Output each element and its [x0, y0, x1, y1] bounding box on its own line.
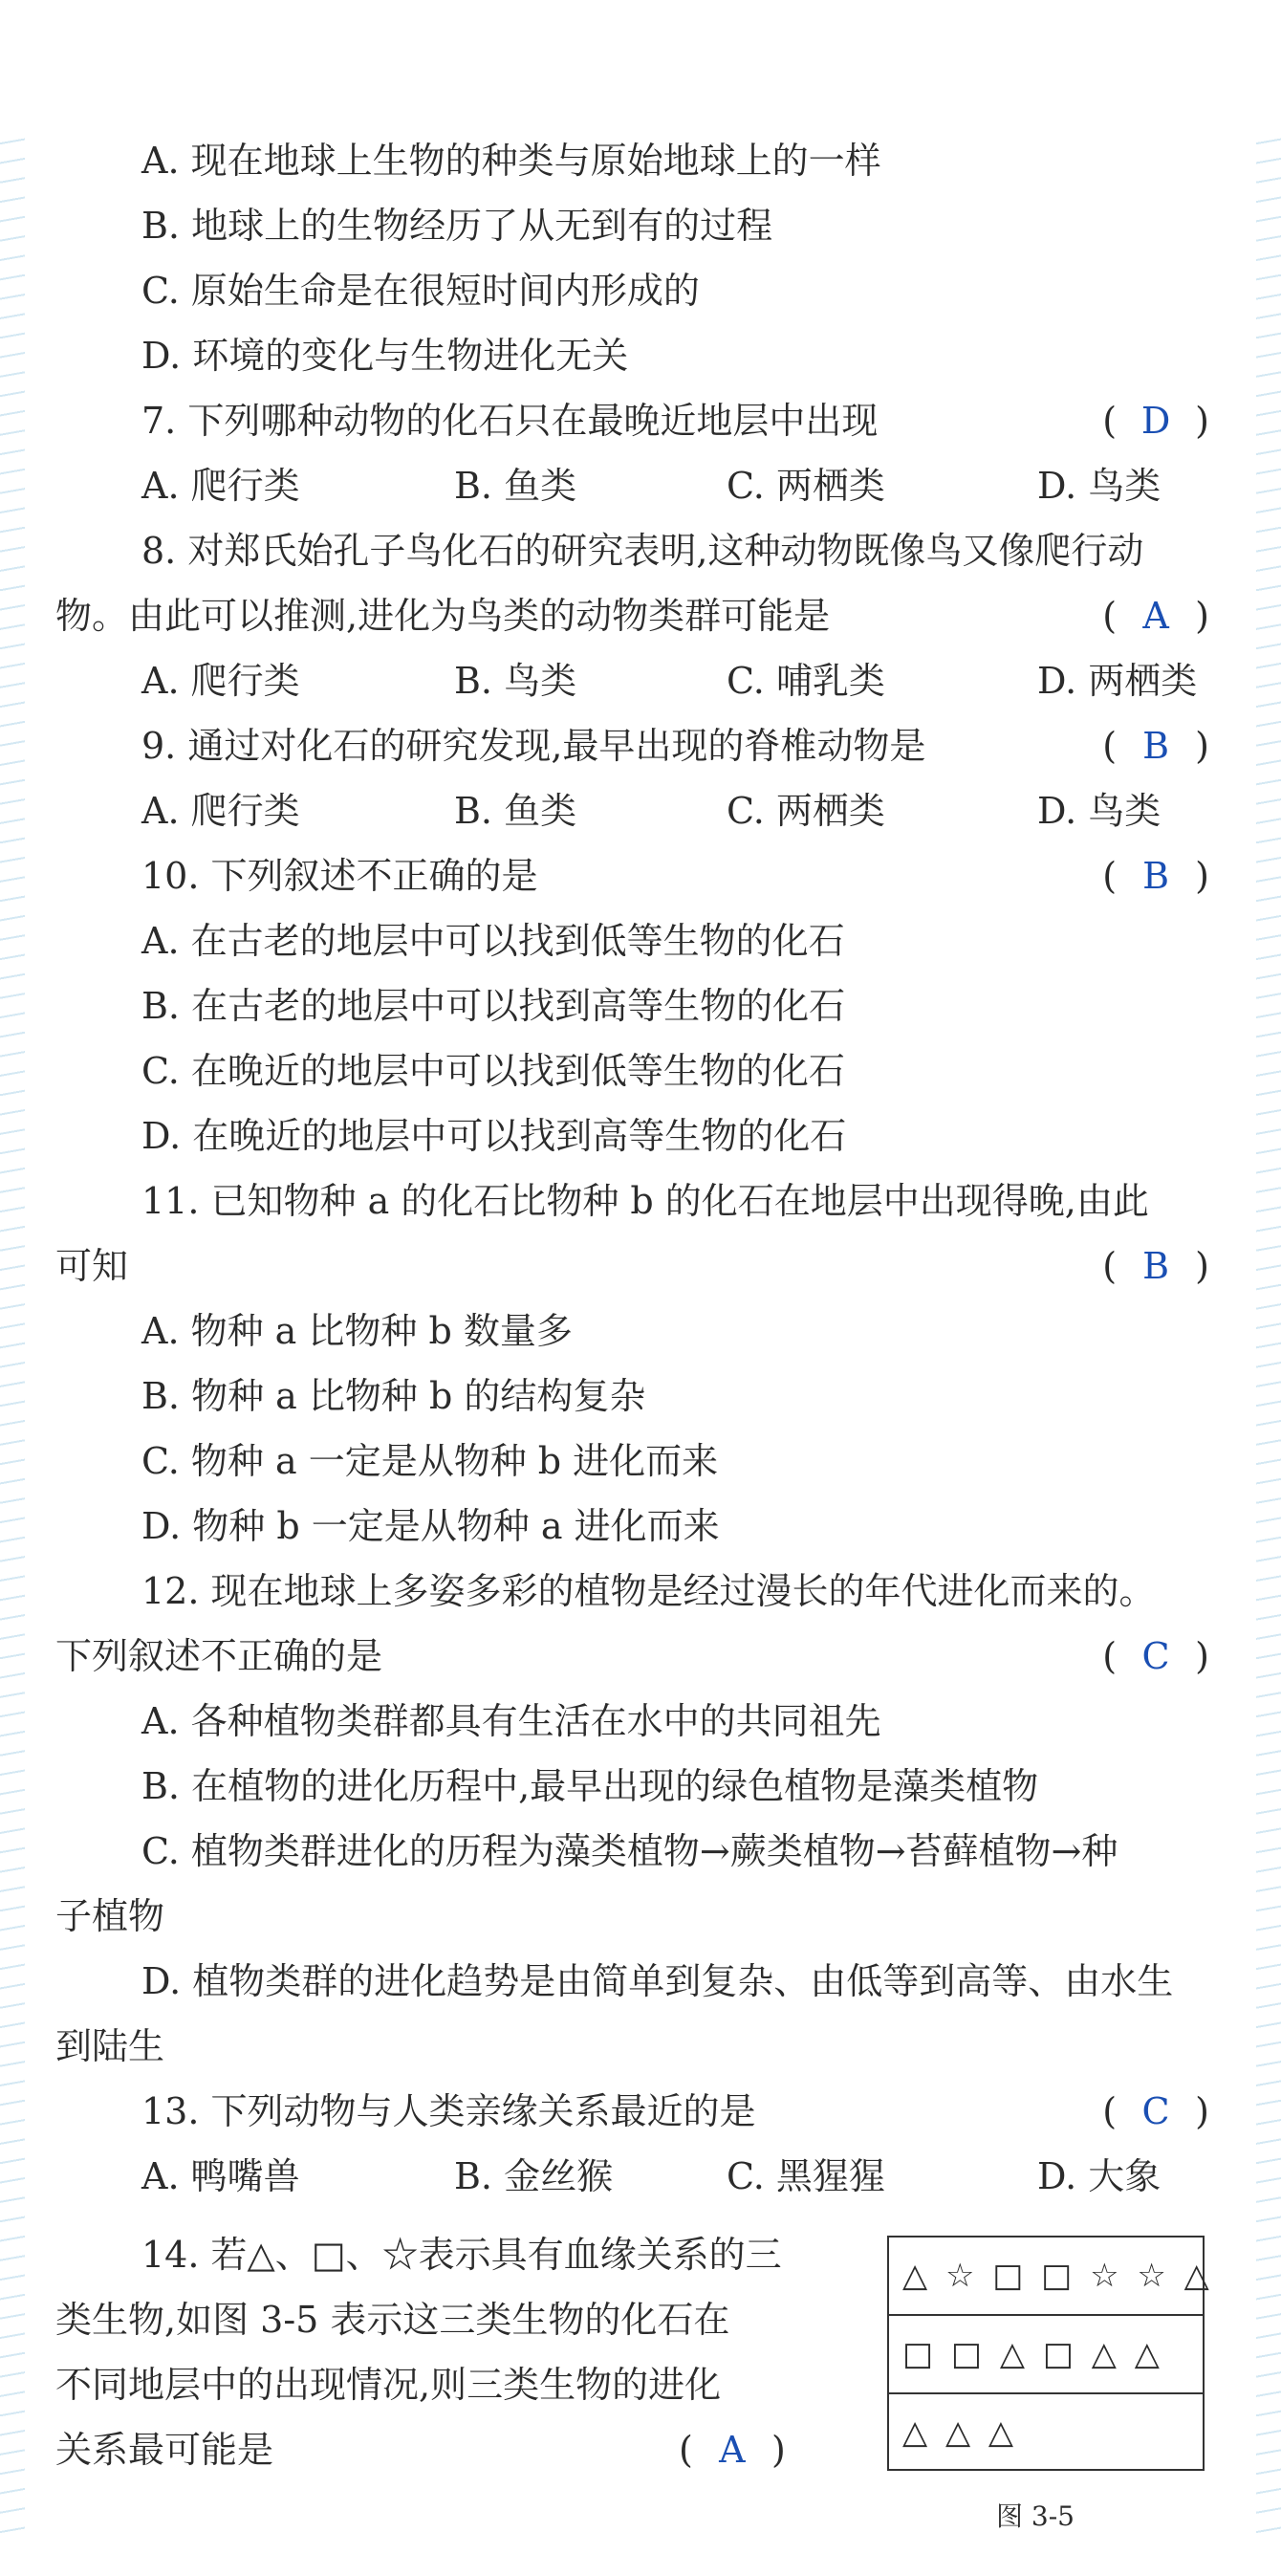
q12-option-c-line2: 子植物 [55, 1895, 165, 1937]
q7-answer-bracket: ( D ) [1102, 396, 1209, 446]
q13-answer: C [1141, 2090, 1170, 2132]
q10-answer: B [1142, 855, 1170, 897]
stratum-row-middle: □ □ △ □ △ △ [889, 2316, 1203, 2394]
q7-answer: D [1140, 400, 1171, 442]
q8-option-c: C. 哺乳类 [727, 660, 885, 702]
q9-question: 9. 通过对化石的研究发现,最早出现的脊椎动物是 [141, 725, 926, 767]
stratum-row-bottom: △ △ △ [902, 2413, 1018, 2452]
decorative-border-left [0, 134, 25, 2538]
q13-option-b: B. 金丝猴 [454, 2155, 614, 2197]
q7-question: 7. 下列哪种动物的化石只在最晚近地层中出现 [141, 400, 879, 442]
q8-answer-bracket: ( A ) [1102, 591, 1209, 641]
q13-option-c: C. 黑猩猩 [727, 2155, 885, 2197]
q8-option-d: D. 两栖类 [1037, 660, 1198, 702]
q6-option-c: C. 原始生命是在很短时间内形成的 [141, 270, 700, 312]
q10-option-d: D. 在晚近的地层中可以找到高等生物的化石 [141, 1115, 847, 1157]
q12-option-a: A. 各种植物类群都具有生活在水中的共同祖先 [141, 1700, 881, 1742]
figure-caption: 图 3-5 [996, 2500, 1075, 2532]
q11-answer: B [1142, 1245, 1170, 1287]
q13-option-d: D. 大象 [1037, 2155, 1162, 2197]
stratum-row-top: △ ☆ □ □ ☆ ☆ △ [889, 2238, 1203, 2316]
q13-answer-bracket: ( C ) [1102, 2086, 1209, 2136]
q12-answer: C [1141, 1635, 1170, 1677]
q10-option-b: B. 在古老的地层中可以找到高等生物的化石 [141, 985, 846, 1027]
q6-option-b: B. 地球上的生物经历了从无到有的过程 [141, 205, 773, 247]
fossil-strata-figure [887, 2236, 1213, 2471]
q14-question-line1: 14. 若△、□、☆表示具有血缘关系的三 [141, 2234, 782, 2276]
q12-option-c-line1: C. 植物类群进化的历程为藻类植物→蕨类植物→苔藓植物→种 [141, 1830, 1118, 1872]
q13-question: 13. 下列动物与人类亲缘关系最近的是 [141, 2090, 756, 2132]
q8-option-a: A. 爬行类 [141, 660, 300, 702]
q11-option-a: A. 物种 a 比物种 b 数量多 [141, 1310, 573, 1352]
q12-option-d-line1: D. 植物类群的进化趋势是由简单到复杂、由低等到高等、由水生 [141, 1960, 1174, 2002]
q9-answer-bracket: ( B ) [1102, 721, 1209, 771]
q14-question-line2: 类生物,如图 3-5 表示这三类生物的化石在 [55, 2299, 730, 2341]
q13-option-a: A. 鸭嘴兽 [141, 2155, 300, 2197]
q10-option-a: A. 在古老的地层中可以找到低等生物的化石 [141, 920, 845, 962]
q8-question-line2: 物。由此可以推测,进化为鸟类的动物类群可能是 [55, 595, 831, 637]
q9-option-a: A. 爬行类 [141, 790, 300, 832]
q11-question-line1: 11. 已知物种 a 的化石比物种 b 的化石在地层中出现得晚,由此 [141, 1180, 1149, 1222]
q8-answer: A [1142, 595, 1169, 637]
q9-option-c: C. 两栖类 [727, 790, 885, 832]
q9-option-d: D. 鸟类 [1037, 790, 1162, 832]
q11-question-line2: 可知 [55, 1245, 129, 1287]
q9-answer: B [1142, 725, 1170, 767]
q7-option-b: B. 鱼类 [454, 465, 577, 507]
q9-option-b: B. 鱼类 [454, 790, 577, 832]
q14-answer-bracket: ( A ) [679, 2425, 786, 2475]
q14-question-line4: 关系最可能是 [55, 2429, 274, 2471]
q7-option-a: A. 爬行类 [141, 465, 300, 507]
q7-option-c: C. 两栖类 [727, 465, 885, 507]
q11-option-d: D. 物种 b 一定是从物种 a 进化而来 [141, 1505, 720, 1547]
q8-question-line1: 8. 对郑氏始孔子鸟化石的研究表明,这种动物既像鸟又像爬行动 [141, 530, 1144, 572]
q12-answer-bracket: ( C ) [1102, 1631, 1209, 1681]
q11-answer-bracket: ( B ) [1102, 1241, 1209, 1291]
q10-answer-bracket: ( B ) [1102, 851, 1209, 901]
q12-question-line2: 下列叙述不正确的是 [55, 1635, 383, 1677]
q14-question-line3: 不同地层中的出现情况,则三类生物的进化 [55, 2364, 722, 2406]
q7-option-d: D. 鸟类 [1037, 465, 1162, 507]
q12-question-line1: 12. 现在地球上多姿多彩的植物是经过漫长的年代进化而来的。 [141, 1570, 1156, 1612]
q14-answer: A [719, 2429, 746, 2471]
q12-option-b: B. 在植物的进化历程中,最早出现的绿色植物是藻类植物 [141, 1765, 1039, 1807]
q11-option-c: C. 物种 a 一定是从物种 b 进化而来 [141, 1440, 719, 1482]
q10-option-c: C. 在晚近的地层中可以找到低等生物的化石 [141, 1050, 845, 1092]
q12-option-d-line2: 到陆生 [55, 2025, 165, 2067]
q6-option-a: A. 现在地球上生物的种类与原始地球上的一样 [141, 140, 881, 182]
q6-option-d: D. 环境的变化与生物进化无关 [141, 335, 629, 377]
q8-option-b: B. 鸟类 [454, 660, 577, 702]
q10-question: 10. 下列叙述不正确的是 [141, 855, 538, 897]
q11-option-b: B. 物种 a 比物种 b 的结构复杂 [141, 1375, 646, 1417]
